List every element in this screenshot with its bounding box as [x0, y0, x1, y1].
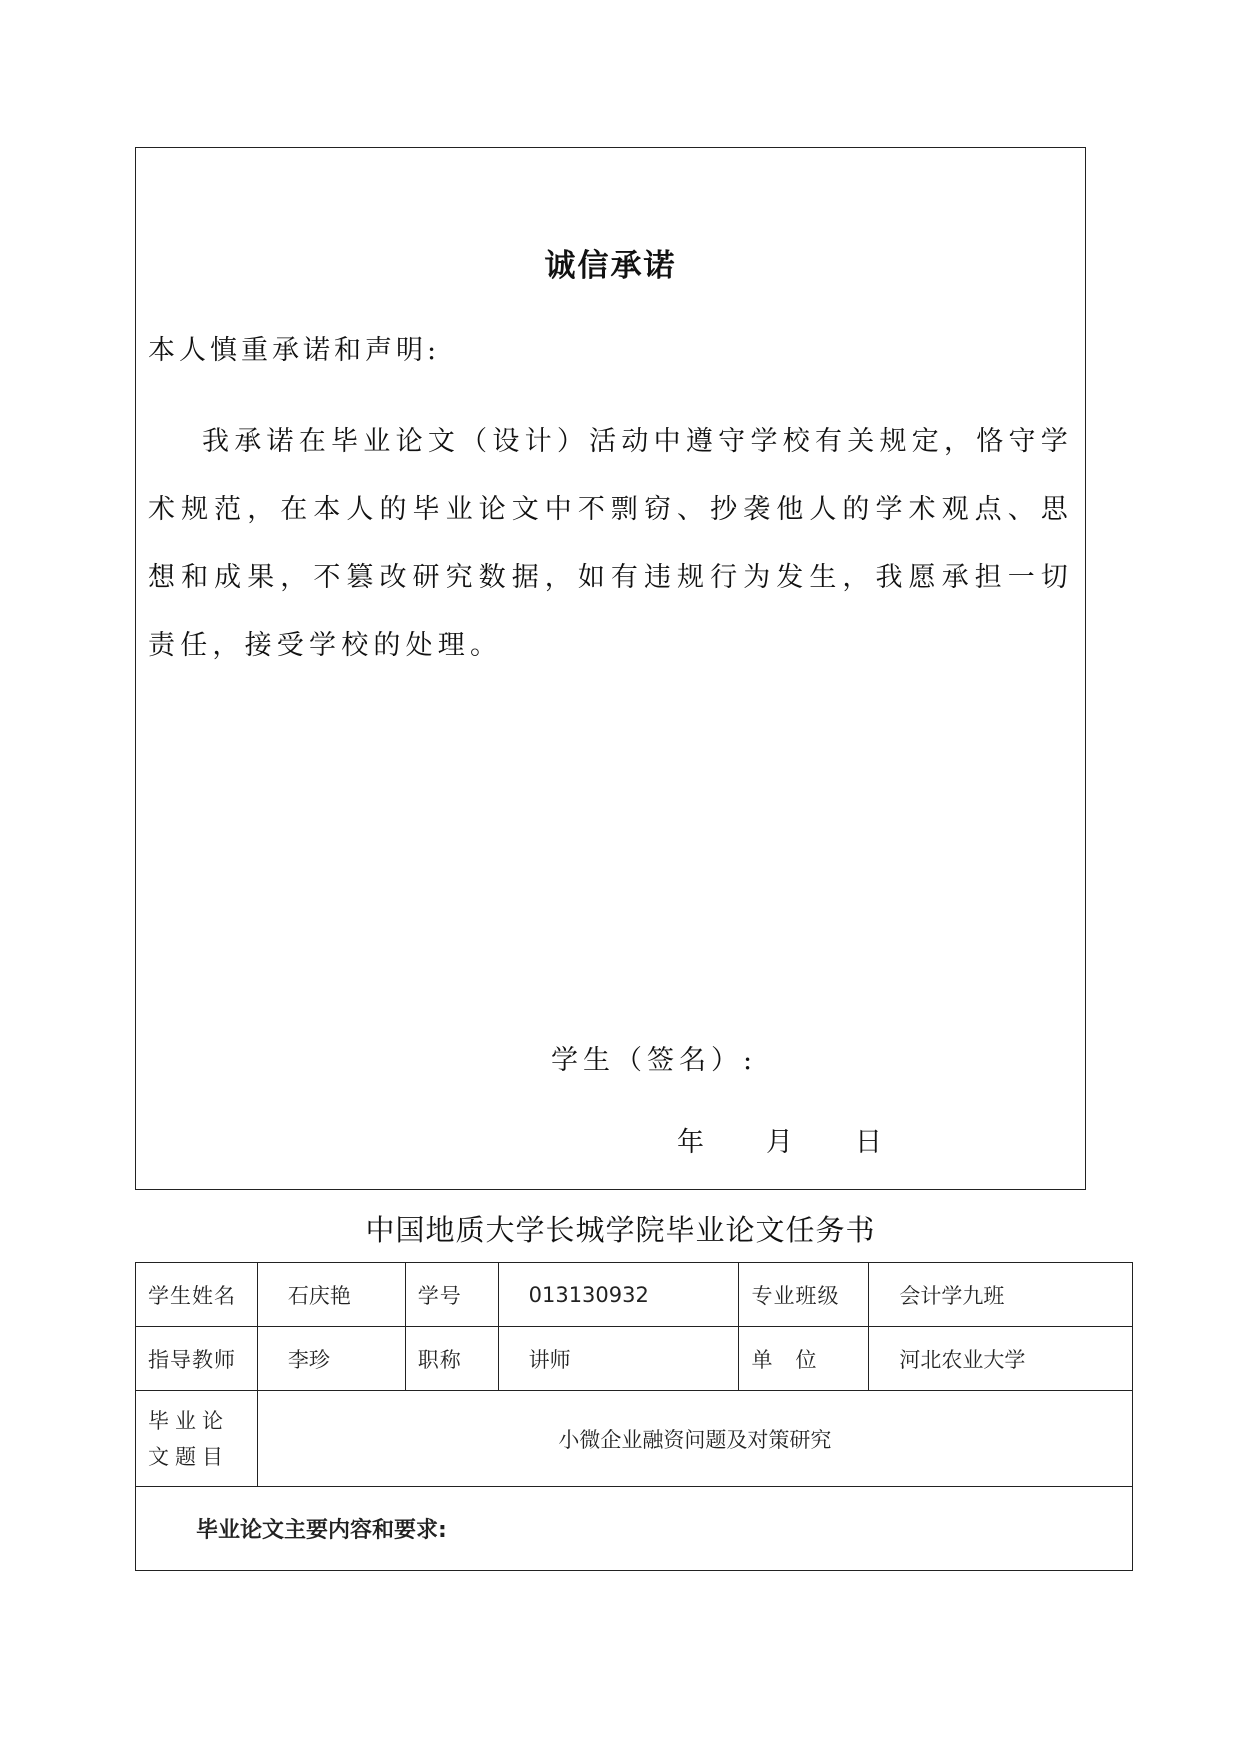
unit-label: 单 位 [739, 1327, 869, 1391]
pledge-intro: 本人慎重承诺和声明: [148, 335, 441, 366]
student-name-label: 学生姓名 [136, 1263, 258, 1327]
date-month: 月 [766, 1127, 793, 1158]
date-day: 日 [855, 1127, 882, 1158]
signature-label: 学生（签名）: [551, 1045, 758, 1076]
table-row [136, 1263, 1133, 1327]
task-book-title: 中国地质大学长城学院毕业论文任务书 [365, 1213, 876, 1247]
table-row [136, 1327, 1133, 1391]
main-content-label: 毕业论文主要内容和要求: [136, 1487, 1133, 1571]
advisor: 李珍 [257, 1327, 405, 1391]
task-book-table [135, 1262, 1133, 1571]
pledge-body: 我承诺在毕业论文（设计）活动中遵守学校有关规定，恪守学术规范，在本人的毕业论文中不剽窃、抄袭他人的学术观点、思想和成果，不篡改研究数据，如有违规行为发生，我愿承担一切责任，接受学校的处理。 [148, 426, 1073, 661]
pledge-title: 诚信承诺 [544, 248, 677, 284]
unit: 河北农业大学 [869, 1327, 1133, 1391]
title-rank: 讲师 [498, 1327, 739, 1391]
title-rank-label: 职称 [405, 1327, 498, 1391]
table-row [136, 1391, 1133, 1487]
thesis-topic: 小微企业融资问题及对策研究 [257, 1391, 1132, 1487]
table-row [136, 1487, 1133, 1571]
advisor-label: 指导教师 [136, 1327, 258, 1391]
major-class-label: 专业班级 [739, 1263, 869, 1327]
student-name: 石庆艳 [257, 1263, 405, 1327]
date-line [677, 1120, 882, 1159]
thesis-topic-label: 毕业论文题目 [136, 1391, 258, 1487]
major-class: 会计学九班 [869, 1263, 1133, 1327]
date-year: 年 [677, 1127, 704, 1158]
student-id-label: 学号 [405, 1263, 498, 1327]
student-id: 013130932 [498, 1263, 739, 1327]
pledge-box [135, 147, 1086, 1190]
